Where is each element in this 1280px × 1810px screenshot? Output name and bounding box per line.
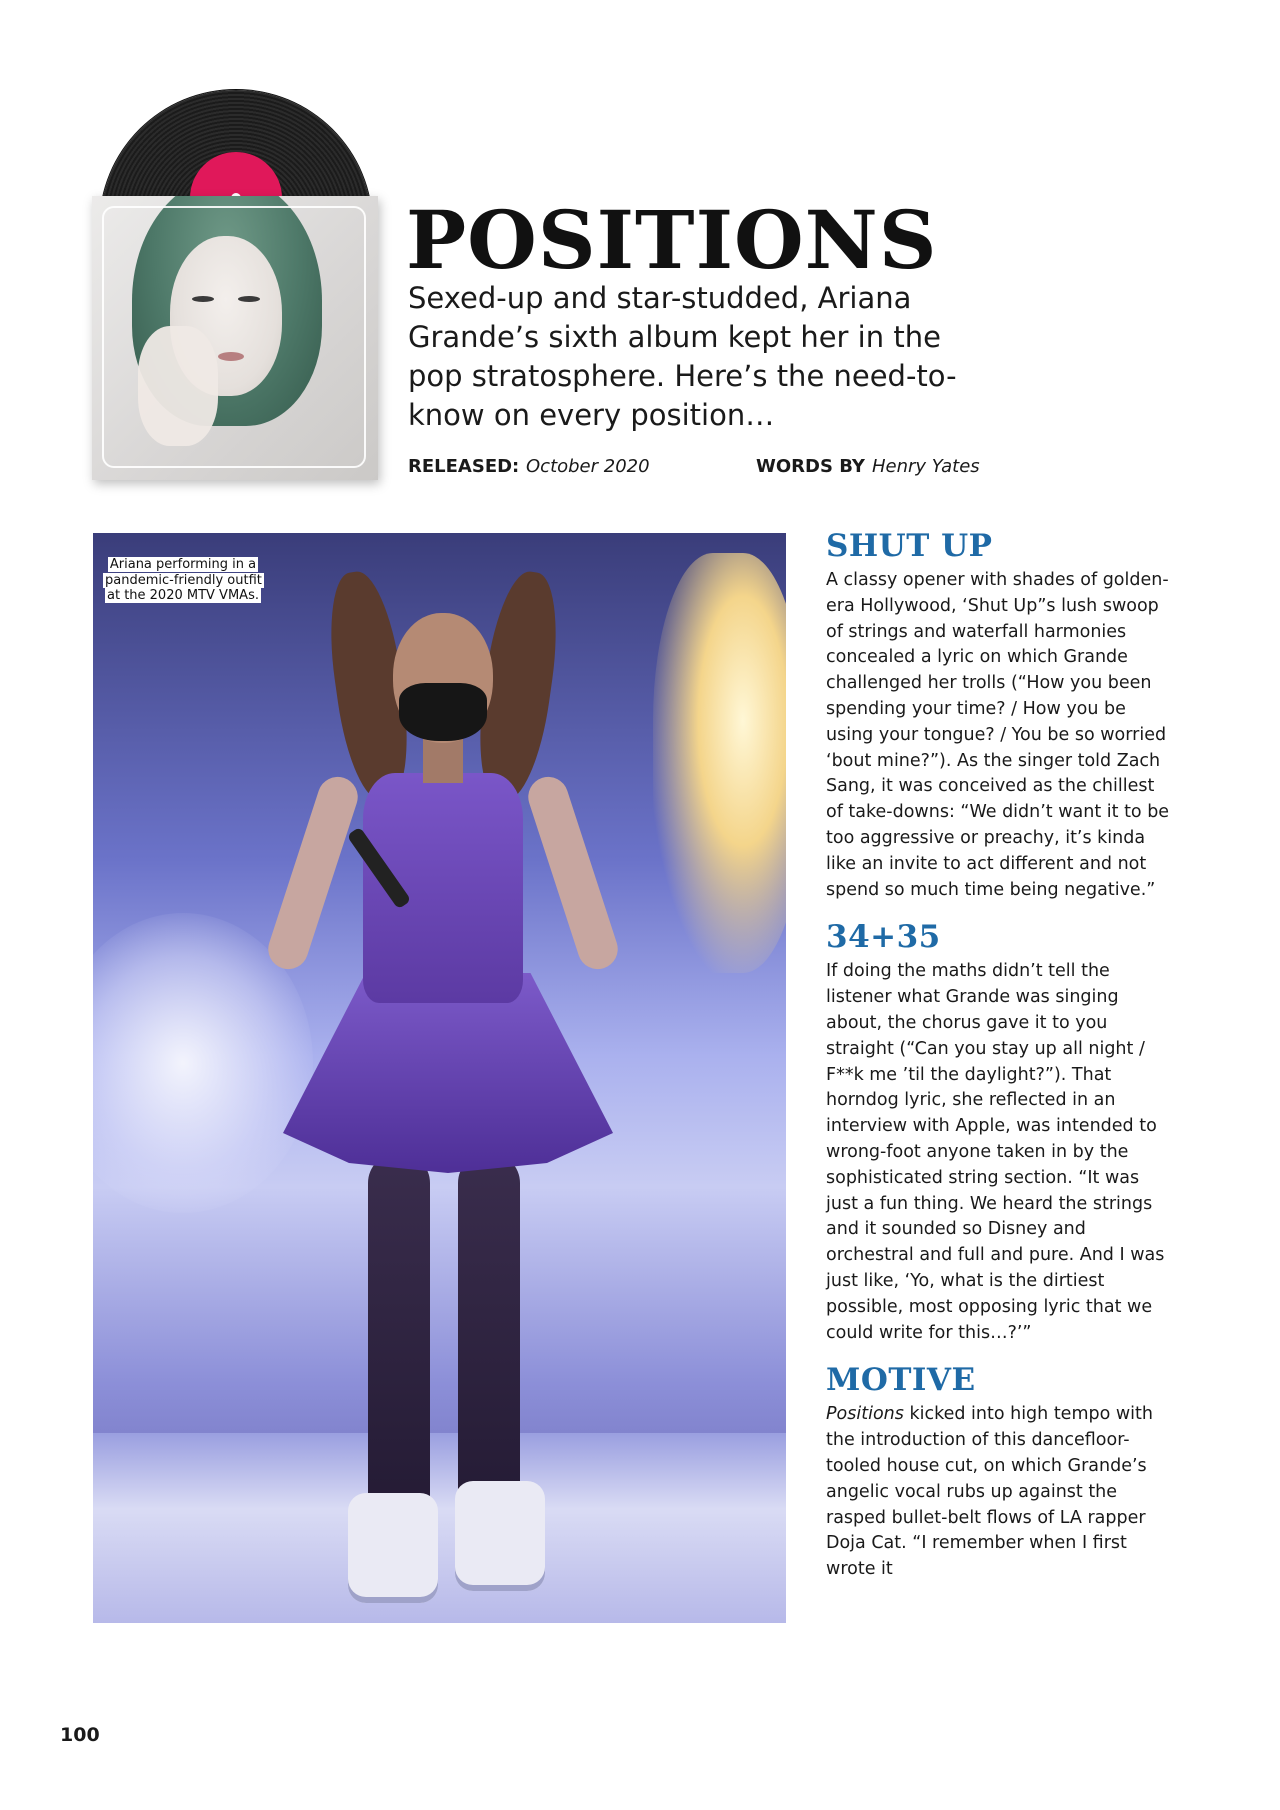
author-name: Henry Yates bbox=[872, 456, 980, 477]
song-title-motive: MOTIVE bbox=[826, 1362, 976, 1399]
album-name-italic: Positions bbox=[826, 1404, 904, 1425]
song-body-motive-text: kicked into high tempo with the introduction of this dancefloor-tooled house cut, on which Grande’s angelic vocal rubs up against the rasped bullet-belt flows of LA rapper Doja Cat. “I remember when I first wrote it bbox=[826, 1404, 1154, 1580]
performer-skirt bbox=[283, 973, 613, 1173]
song-body-34-35: If doing the maths didn’t tell the listener what Grande was singing about, the chorus gave it to you straight (“Can you stay up all night / F**k me ’til the daylight?”). That horndog lyric, she reflected in an interview with Apple, was intended to wrong-foot anyone taken in by the sophisticated string section. “It was just a fun thing. We heard the strings and it sounded so Disney and orchestral and full and pure. And I was just like, ‘Yo, what is the dirtiest possible, most opposing lyric that we could write for this…?’” bbox=[826, 961, 1165, 1343]
song-body-shut-up: A classy opener with shades of golden-era Hollywood, ‘Shut Up”s lush swoop of strings and waterfall harmonies concealed a lyric on which Grande challenged her trolls (“How you been spending your time? / How you be using your tongue? / You be so worried ‘bout mine?”). As the singer told Zach Sang, it was conceived as the chillest of take-downs: “We didn’t want it to be too aggressive or preachy, it’s kinda like an invite to act different and not spend so much time being negative.” bbox=[826, 570, 1170, 900]
released-label: RELEASED: bbox=[408, 456, 520, 477]
page-number: 100 bbox=[60, 1724, 100, 1746]
album-cover-image bbox=[92, 196, 378, 480]
song-title-34-35: 34+35 bbox=[826, 919, 941, 956]
article-column bbox=[826, 528, 1171, 1599]
performer-boot-right bbox=[455, 1481, 545, 1591]
article-standfirst: Sexed-up and star-studded, Ariana Grande’s sixth album kept her in the pop stratosphere. Here’s the need-to-know on every position… bbox=[408, 281, 957, 432]
performance-photo bbox=[93, 533, 786, 1623]
song-body-motive bbox=[826, 1402, 1171, 1583]
cover-frame bbox=[102, 206, 366, 468]
performer-leg-left bbox=[368, 1153, 430, 1533]
performer-arm-right bbox=[523, 772, 623, 975]
performer-leg-right bbox=[458, 1153, 520, 1533]
photo-caption-text: Ariana performing in a pandemic-friendly outfit at the 2020 MTV VMAs. bbox=[105, 557, 262, 603]
released-value: October 2020 bbox=[526, 456, 650, 477]
stage-floor bbox=[93, 1433, 786, 1623]
performer-arm-left bbox=[263, 772, 363, 975]
stage-light bbox=[653, 553, 786, 973]
words-by-label: WORDS BY bbox=[756, 456, 865, 477]
song-title-shut-up: SHUT UP bbox=[826, 528, 993, 564]
performer-boot-left bbox=[348, 1493, 438, 1603]
article-credits bbox=[408, 456, 1008, 482]
face-mask bbox=[399, 683, 487, 741]
photo-caption bbox=[103, 557, 263, 604]
article-title: POSITIONS bbox=[406, 193, 938, 287]
